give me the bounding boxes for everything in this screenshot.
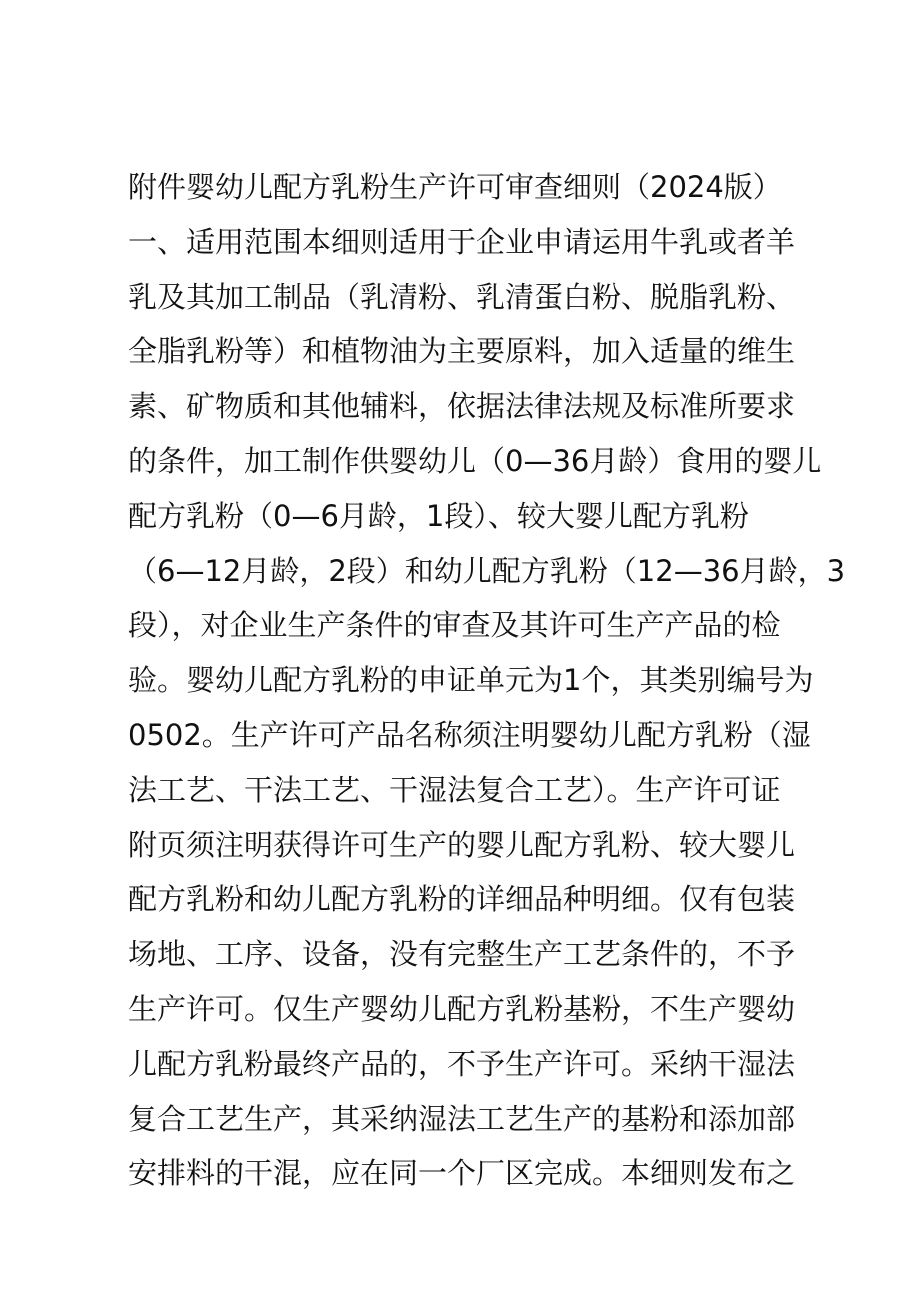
body-line: 法工艺、干法工艺、干湿法复合工艺）。生产许可证 (128, 772, 781, 807)
body-line: 段），对企业生产条件的审查及其许可生产产品的检 (128, 608, 781, 643)
body-line: 场地、工序、设备，没有完整生产工艺条件的，不予 (128, 937, 796, 972)
body-line: 乳及其加工制品（乳清粉、乳清蛋白粉、脱脂乳粉、 (128, 279, 796, 314)
body-line: 一、适用范围本细则适用于企业申请运用牛乳或者羊 (128, 224, 796, 259)
body-line: 配方乳粉和幼儿配方乳粉的详细品种明细。仅有包装 (128, 882, 796, 917)
body-line: 素、矿物质和其他辅料，依据法律法规及标准所要求 (128, 389, 796, 424)
title-line: 附件婴幼儿配方乳粉生产许可审查细则（2024版） (128, 170, 782, 204)
body-line: 安排料的干混，应在同一个厂区完成。本细则发布之 (128, 1156, 796, 1191)
document-body (128, 160, 846, 1201)
body-line: 验。婴幼儿配方乳粉的申证单元为1个，其类别编号为 (128, 663, 814, 698)
body-line: （6—12月龄，2段）和幼儿配方乳粉（12—36月龄，3 (128, 553, 846, 588)
body-line: 的条件，加工制作供婴幼儿（0—36月龄）食用的婴儿 (128, 443, 822, 478)
body-line: 全脂乳粉等）和植物油为主要原料，加入适量的维生 (128, 334, 796, 369)
body-line: 0502。生产许可产品名称须注明婴幼儿配方乳粉（湿 (128, 717, 811, 752)
body-line: 复合工艺生产，其采纳湿法工艺生产的基粉和添加部 (128, 1101, 796, 1136)
body-line: 儿配方乳粉最终产品的，不予生产许可。采纳干湿法 (128, 1046, 796, 1081)
body-line: 附页须注明获得许可生产的婴儿配方乳粉、较大婴儿 (128, 827, 796, 862)
body-line: 配方乳粉（0—6月龄，1段）、较大婴儿配方乳粉 (128, 498, 749, 533)
body-line: 生产许可。仅生产婴幼儿配方乳粉基粉，不生产婴幼 (128, 991, 796, 1026)
